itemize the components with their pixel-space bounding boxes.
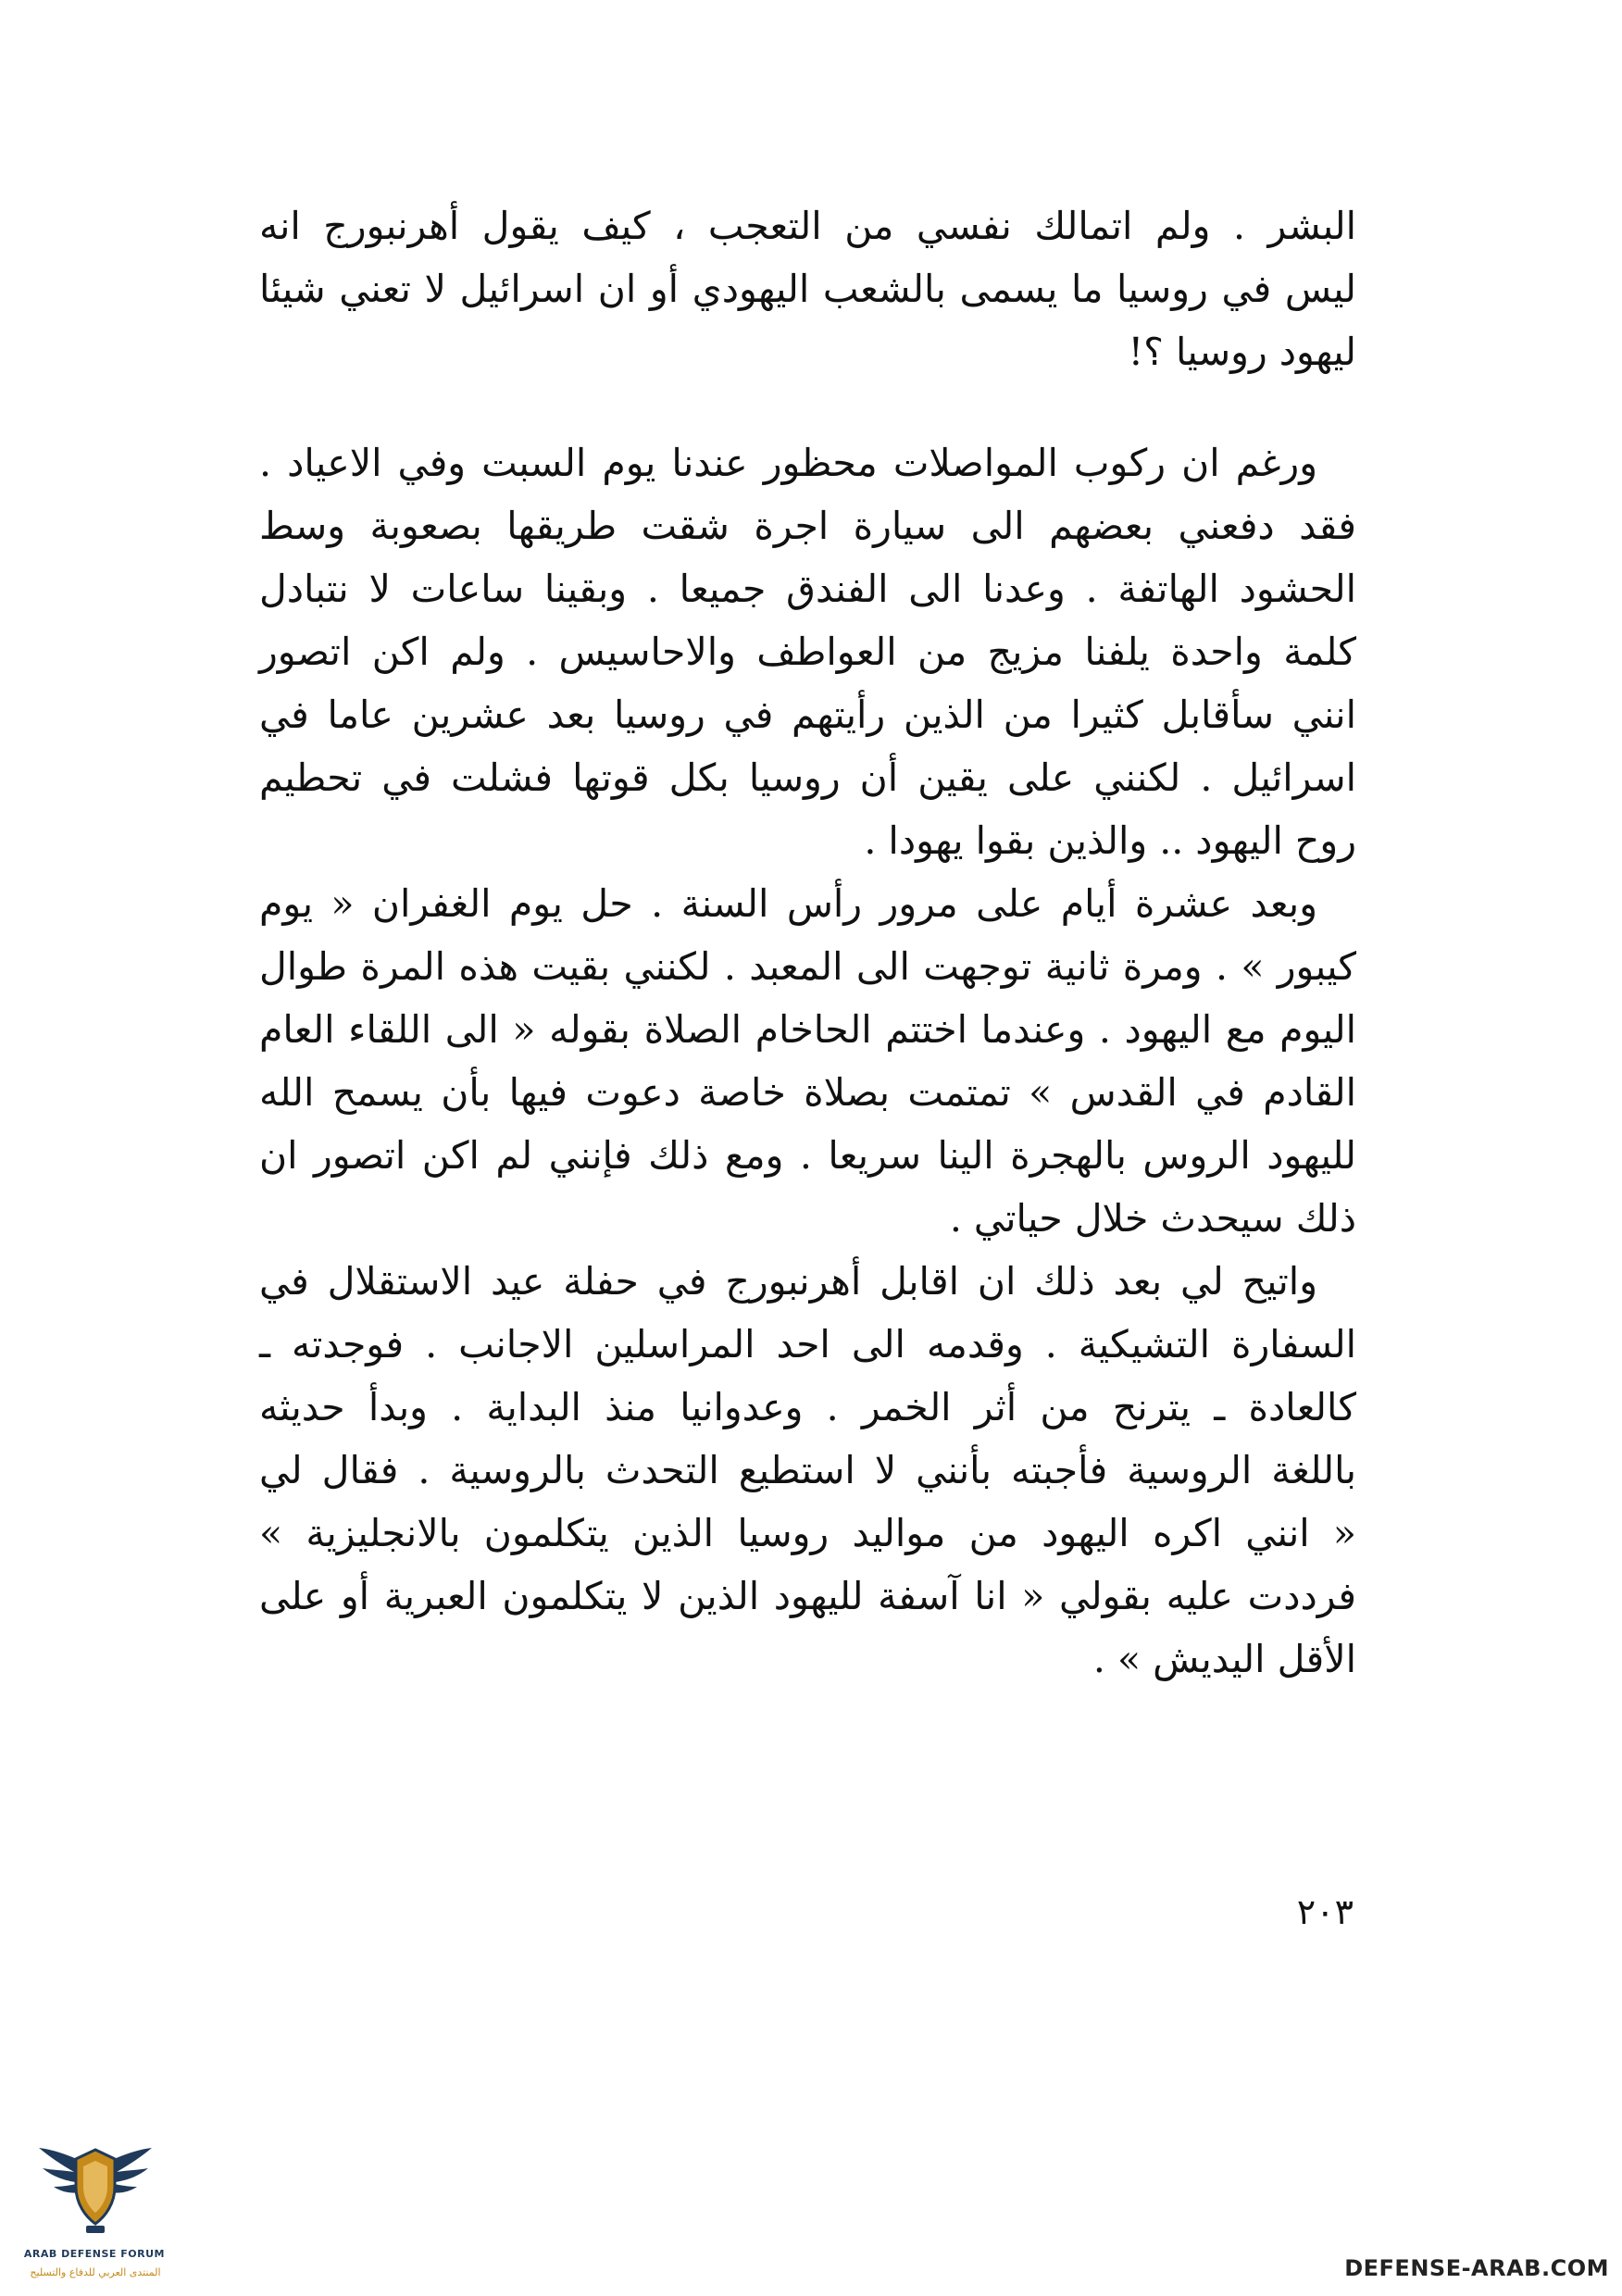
paragraph-3	[259, 872, 1356, 1250]
page-number: ٢٠٣	[1296, 1891, 1354, 1932]
paragraph-gap	[259, 383, 1356, 431]
text-line: اسرائيل . لكنني على يقين أن روسيا بكل قوتها فشلت في تحطيم	[259, 755, 1356, 800]
text-line: الأقل اليديش » .	[1092, 1637, 1356, 1681]
text-line: القادم في القدس » تمتمت بصلاة خاصة دعوت فيها بأن يسمح الله	[259, 1070, 1356, 1115]
paragraph-1	[259, 194, 1356, 383]
text-line: ليهود روسيا ؟!	[1128, 330, 1356, 374]
text-line: كالعادة ـ يترنح من أثر الخمر . وعدوانيا منذ البداية . وبدأ حديثه	[259, 1385, 1356, 1429]
text-line: روح اليهود .. والذين بقوا يهودا .	[864, 818, 1356, 863]
logo-text-english: ARAB DEFENSE FORUM	[23, 2248, 165, 2260]
text-line: فرددت عليه بقولي « انا آسفة لليهود الذين لا يتكلمون العبرية أو على	[259, 1574, 1356, 1618]
text-line: ذلك سيحدث خلال حياتي .	[949, 1196, 1356, 1241]
forum-logo	[23, 2129, 165, 2287]
text-line: واتيح لي بعد ذلك ان اقابل أهرنبورج في حفلة عيد الاستقلال في	[259, 1259, 1317, 1304]
text-line: باللغة الروسية فأجبته بأنني لا استطيع التحدث بالروسية . فقال لي	[259, 1448, 1356, 1492]
paragraph-2	[259, 431, 1356, 872]
text-line: ورغم ان ركوب المواصلات محظور عندنا يوم السبت وفي الاعياد .	[259, 441, 1317, 485]
text-line: لليهود الروس بالهجرة الينا سريعا . ومع ذلك فإنني لم اكن اتصور ان	[259, 1133, 1356, 1178]
text-line: فقد دفعني بعضهم الى سيارة اجرة شقت طريقها بصعوبة وسط	[259, 504, 1356, 548]
logo-text-arabic: المنتدى العربي للدفاع والتسليح	[30, 2266, 161, 2278]
text-line: انني سأقابل كثيرا من الذين رأيتهم في روسيا بعد عشرين عاما في	[259, 693, 1356, 737]
text-line: البشر . ولم اتمالك نفسي من التعجب ، كيف يقول أهرنبورج انه	[259, 204, 1356, 248]
text-line: كلمة واحدة يلفنا مزيج من العواطف والاحاسيس . ولم اكن اتصور	[259, 630, 1356, 674]
winged-shield-logo-icon	[37, 2129, 154, 2240]
site-watermark: DEFENSE-ARAB.COM	[1344, 2255, 1609, 2281]
text-line: السفارة التشيكية . وقدمه الى احد المراسلين الاجانب . فوجدته ـ	[259, 1322, 1356, 1366]
text-line: اليوم مع اليهود . وعندما اختتم الحاخام الصلاة بقوله « الى اللقاء العام	[259, 1007, 1356, 1052]
text-line: وبعد عشرة أيام على مرور رأس السنة . حل يوم الغفران « يوم	[259, 881, 1317, 926]
paragraph-4	[259, 1250, 1356, 1691]
text-line: ليس في روسيا ما يسمى بالشعب اليهودي أو ان اسرائيل لا تعني شيئا	[259, 267, 1356, 311]
text-line: « انني اكره اليهود من مواليد روسيا الذين يتكلمون بالانجليزية »	[259, 1511, 1356, 1555]
body-text	[259, 194, 1356, 1691]
text-line: الحشود الهاتفة . وعدنا الى الفندق جميعا . وبقينا ساعات لا نتبادل	[259, 567, 1356, 611]
text-line: كيبور » . ومرة ثانية توجهت الى المعبد . لكنني بقيت هذه المرة طوال	[259, 944, 1356, 989]
